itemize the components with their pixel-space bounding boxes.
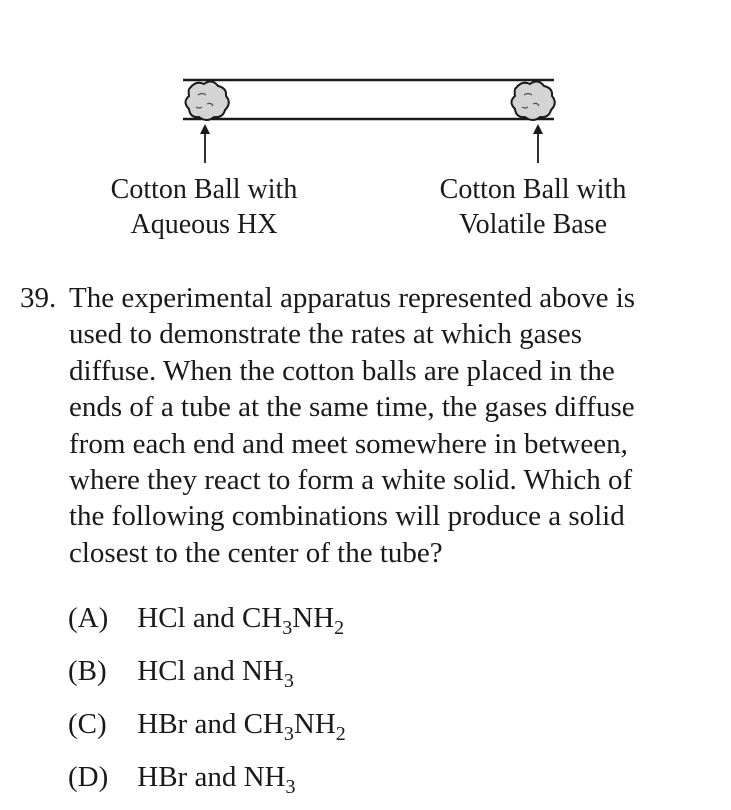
formula-subscript: 3 (283, 723, 294, 745)
choice-a[interactable] (68, 592, 346, 645)
choice-acid: HCl (137, 602, 186, 634)
label-volatile-base (420, 172, 646, 242)
question-line: closest to the center of the tube? (69, 536, 443, 569)
question-text (69, 280, 720, 571)
choice-letter: (A) (68, 602, 109, 634)
cotton-ball-right (512, 81, 555, 120)
choice-base-formula: $CH_3NH_2$ (241, 602, 345, 639)
choice-base-formula: $NH_3$ (241, 655, 294, 692)
formula-subscript: 3 (285, 776, 296, 798)
choice-conj: and (192, 602, 235, 634)
cotton-ball-left (186, 81, 229, 120)
choice-d[interactable] (68, 751, 346, 804)
formula-subscript: 3 (283, 670, 294, 692)
formula-subscript: 3 (282, 617, 293, 639)
arrow-left (200, 124, 210, 163)
arrow-right (533, 124, 543, 163)
question-line: the following combinations will produce a solid (69, 500, 625, 533)
answer-choices (68, 592, 346, 804)
question-number: 39. (20, 282, 57, 314)
choice-base-formula: $CH_3NH_2$ (243, 708, 346, 745)
question-line: from each end and meet somewhere in between, (69, 427, 628, 460)
question-line: ends of a tube at the same time, the gases diffuse (69, 391, 635, 424)
choice-conj: and (194, 708, 237, 740)
question-line: used to demonstrate the rates at which gases (69, 318, 582, 351)
label-left-line-2: Aqueous HX (130, 209, 278, 240)
formula-subscript: 2 (334, 617, 345, 639)
choice-acid: HBr (137, 761, 188, 793)
choice-acid: HCl (137, 655, 186, 687)
choice-letter: (C) (68, 708, 107, 740)
question-line: The experimental apparatus represented above is (69, 282, 636, 314)
choice-acid: HBr (137, 708, 188, 740)
choice-letter: (D) (68, 761, 109, 793)
label-left-line-1: Cotton Ball with (110, 174, 298, 205)
label-right-line-1: Cotton Ball with (439, 174, 627, 205)
choice-letter: (B) (68, 655, 107, 687)
question-line: diffuse. When the cotton balls are placed in the (69, 354, 615, 387)
choice-conj: and (194, 761, 237, 793)
choice-conj: and (192, 655, 235, 687)
choice-c[interactable] (68, 698, 346, 751)
label-aqueous-hx (92, 172, 316, 242)
label-right-line-2: Volatile Base (458, 209, 607, 240)
formula-subscript: 2 (335, 723, 346, 745)
choice-base-formula: $NH_3$ (243, 761, 296, 798)
question-line: where they react to form a white solid. Which of (69, 464, 633, 497)
choice-b[interactable] (68, 645, 346, 698)
